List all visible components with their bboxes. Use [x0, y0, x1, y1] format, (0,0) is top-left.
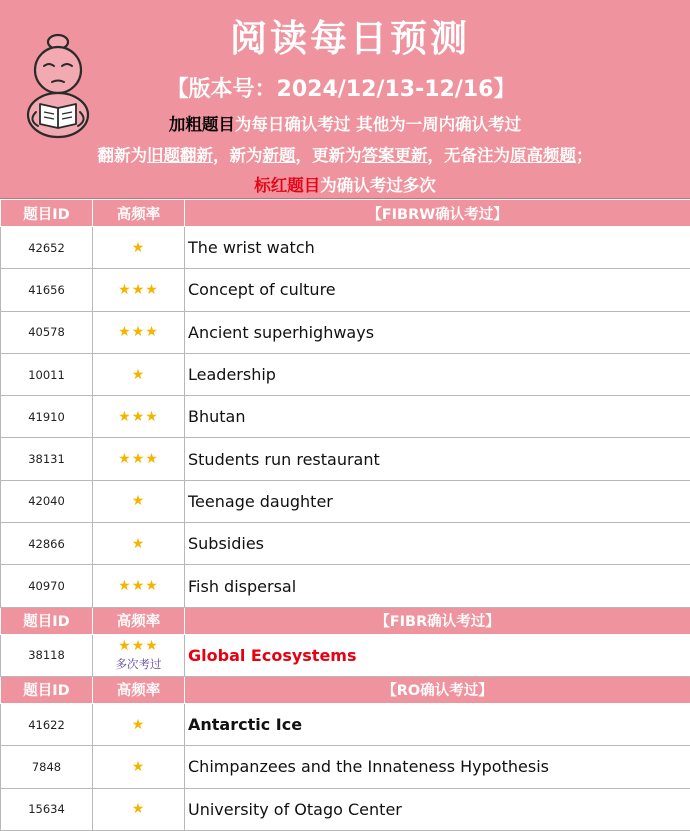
- star-rating-cell: [93, 634, 185, 676]
- question-title: Students run restaurant: [185, 438, 690, 480]
- table-row: [1, 480, 690, 522]
- star-rating: ★★★: [93, 438, 185, 480]
- question-title: University of Otago Center: [185, 788, 690, 830]
- question-id: 41656: [1, 269, 93, 311]
- legend-tag-original: 原高频题: [510, 146, 576, 165]
- question-title: Global Ecosystems: [185, 634, 690, 676]
- column-header-id: 题目ID: [1, 676, 93, 703]
- star-rating: ★: [93, 353, 185, 395]
- table-row: [1, 269, 690, 311]
- question-id: 38131: [1, 438, 93, 480]
- table-row: [1, 438, 690, 480]
- column-header-id: 题目ID: [1, 200, 93, 227]
- star-rating: ★★★: [93, 269, 185, 311]
- legend-tag-refurbished: 旧题翻新: [147, 146, 213, 165]
- section-label: 【FIBRW确认考过】: [185, 200, 690, 227]
- column-header-freq: 高频率: [93, 607, 185, 634]
- legend-line-red: [0, 172, 690, 196]
- table-row: [1, 634, 690, 676]
- star-rating: ★: [93, 788, 185, 830]
- page-title: 阅读每日预测: [0, 8, 690, 62]
- question-title: Antarctic Ice: [185, 703, 690, 745]
- section-label: 【RO确认考过】: [185, 676, 690, 703]
- section-header-fibrw: [1, 200, 690, 227]
- legend-line-bold: [0, 111, 690, 135]
- star-rating: ★★★: [93, 311, 185, 353]
- question-id: 40578: [1, 311, 93, 353]
- table-row: [1, 396, 690, 438]
- star-rating: ★: [93, 703, 185, 745]
- legend-text: ，更新为: [296, 146, 362, 165]
- question-id: 42866: [1, 523, 93, 565]
- legend-red-desc: 为确认考过多次: [320, 176, 436, 195]
- table-row: [1, 311, 690, 353]
- column-header-freq: 高频率: [93, 200, 185, 227]
- question-title: Subsidies: [185, 523, 690, 565]
- legend-text: 翻新为: [98, 146, 148, 165]
- star-rating: ★★★: [93, 565, 185, 607]
- version-label: 【版本号：2024/12/13-12/16】: [0, 72, 682, 103]
- question-title: Bhutan: [185, 396, 690, 438]
- question-title: The wrist watch: [185, 227, 690, 269]
- question-title: Ancient superhighways: [185, 311, 690, 353]
- frequency-note: 多次考过: [93, 656, 184, 672]
- question-id: 42652: [1, 227, 93, 269]
- question-id: 41622: [1, 703, 93, 745]
- legend-text: ，无备注为: [428, 146, 511, 165]
- question-id: 38118: [1, 634, 93, 676]
- header-banner: [0, 0, 690, 199]
- legend-bold-desc: 为每日确认考过 其他为一周内确认考过: [235, 115, 521, 134]
- star-rating: ★★★: [93, 396, 185, 438]
- table-row: [1, 565, 690, 607]
- prediction-table: [0, 199, 690, 831]
- table-row: [1, 703, 690, 745]
- table-row: [1, 227, 690, 269]
- legend-line-tags: [0, 142, 690, 166]
- question-title: Concept of culture: [185, 269, 690, 311]
- question-id: 41910: [1, 396, 93, 438]
- column-header-id: 题目ID: [1, 607, 93, 634]
- question-title: Teenage daughter: [185, 480, 690, 522]
- legend-red-term: 标红题目: [254, 176, 320, 195]
- question-id: 40970: [1, 565, 93, 607]
- legend-tag-updated: 答案更新: [362, 146, 428, 165]
- column-header-freq: 高频率: [93, 676, 185, 703]
- section-label: 【FIBR确认考过】: [185, 607, 690, 634]
- question-id: 15634: [1, 788, 93, 830]
- star-rating: ★: [93, 523, 185, 565]
- star-rating: ★★★: [118, 638, 159, 654]
- legend-bold-term: 加粗题目: [169, 115, 235, 134]
- question-title: Fish dispersal: [185, 565, 690, 607]
- section-header-ro: [1, 676, 690, 703]
- question-id: 10011: [1, 353, 93, 395]
- table-row: [1, 788, 690, 830]
- question-id: 7848: [1, 746, 93, 788]
- star-rating: ★: [93, 746, 185, 788]
- table-row: [1, 353, 690, 395]
- table-row: [1, 746, 690, 788]
- question-title: Chimpanzees and the Innateness Hypothesis: [185, 746, 690, 788]
- legend-text: ，新为: [213, 146, 263, 165]
- legend-text: ；: [576, 146, 593, 165]
- star-rating: ★: [93, 227, 185, 269]
- section-header-fibr: [1, 607, 690, 634]
- legend-tag-new: 新题: [263, 146, 296, 165]
- question-id: 42040: [1, 480, 93, 522]
- star-rating: ★: [93, 480, 185, 522]
- question-title: Leadership: [185, 353, 690, 395]
- table-row: [1, 523, 690, 565]
